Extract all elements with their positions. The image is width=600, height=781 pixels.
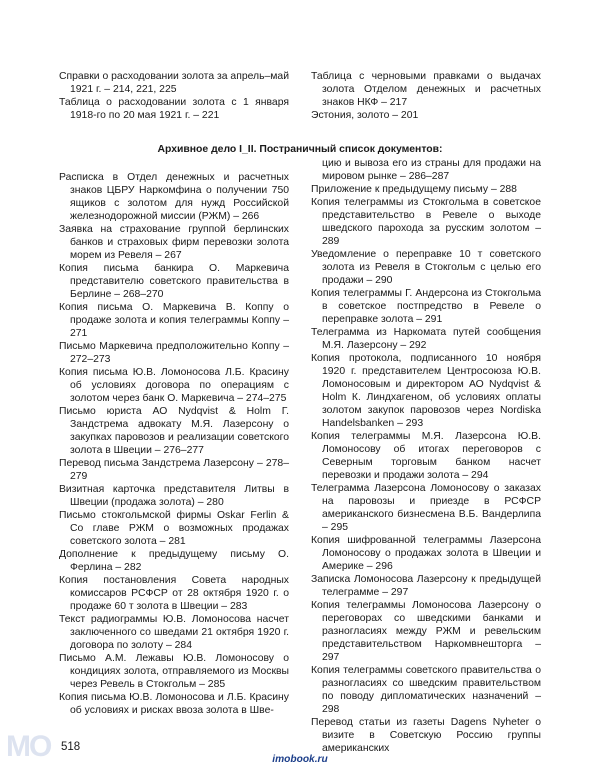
index-entry: Таблица о расходовании золота с 1 января 1918-го по 20 мая 1921 г. – 221 — [59, 97, 289, 121]
document-entry: Копия письма О. Маркевича В. Коппу о продаже золота и копия телеграммы Коппу – 271 — [59, 302, 289, 339]
document-entry: Копия протокола, подписанного 10 ноября 1920 г. представителем Центросоюза Ю.В. Ломоносовым и директором АО Nydqvist & Holm К. Линдхагеном, об условиях оплаты золотом закупок паровозов через Nordiska Handelsbanken – 293 — [311, 353, 541, 429]
document-entry: Письмо Маркевича предположительно Коппу – 272–273 — [59, 341, 289, 365]
document-entry: Письмо стокгольмской фирмы Oskar Ferlin & Co главе РЖМ о возможных продажах советского золота – 281 — [59, 510, 289, 547]
document-entry: Дополнение к предыдущему письму О. Ферлина – 282 — [59, 549, 289, 573]
document-entry: Копия телеграммы Г. Андерсона из Стокгольма в советское постпредство в Ревеле о переправке золота – 291 — [311, 288, 541, 325]
document-entry: Копия телеграммы Ломоносова Лазерсону о переговорах со шведскими банками и разногласиях между РЖМ и ревельским представительством Наркомвнешторга – 297 — [311, 600, 541, 663]
document-entry: Письмо А.М. Лежавы Ю.В. Ломоносову о кондициях золота, отправляемого из Москвы через Ревель в Стокгольм – 285 — [59, 653, 289, 690]
index-entry: Таблица с черновыми правками о выдачах золота Отделом денежных и расчетных знаков НКФ – 217 — [311, 71, 541, 108]
watermark-logo: MO — [6, 730, 51, 763]
document-entry: Копия письма банкира О. Маркевича представителю советского правительства в Берлине – 268–270 — [59, 263, 289, 300]
document-entry: Копия постановления Совета народных комиссаров РСФСР от 28 октября 1920 г. о продаже 60 т золота в Швеции – 283 — [59, 575, 289, 612]
top-right-index-column — [311, 70, 541, 122]
document-entry: Письмо юриста АО Nydqvist & Holm Г. Зандстрема адвокату М.Я. Лазерсону о закупках паровозов и реализации советского золота в Швеции – 276–277 — [59, 406, 289, 456]
section-heading: Архивное дело I_II. Постраничный список документов: — [157, 144, 443, 155]
top-left-index-column — [59, 70, 289, 122]
document-list-left-column — [59, 171, 289, 717]
index-entry: Эстония, золото – 201 — [311, 110, 419, 121]
document-entry: Записка Ломоносова Лазерсону к предыдущей телеграмме – 297 — [311, 574, 541, 598]
document-entry: Расписка в Отдел денежных и расчетных знаков ЦБРУ Наркомфина о получении 750 ящиков с золотом для нужд Российской железнодорожной миссии (РЖМ) – 266 — [59, 172, 289, 222]
document-entry: Приложение к предыдущему письму – 288 — [311, 184, 517, 195]
document-list-right-column — [311, 157, 541, 755]
document-entry: Копия телеграммы советского правительства о разногласиях со шведским правительством по поводу дипломатических назначений – 298 — [311, 665, 541, 715]
document-entry: Копия письма Ю.В. Ломоносова Л.Б. Красину об условиях договора по операциям с золотом через банк О. Маркевича – 274–275 — [59, 367, 289, 404]
index-entry: Справки о расходовании золота за апрель–май 1921 г. – 214, 221, 225 — [59, 71, 290, 95]
document-entry: Копия письма Ю.В. Ломоносова и Л.Б. Красину об условиях и рисках ввоза золота в Шве- — [59, 692, 289, 716]
document-entry: Текст радиограммы Ю.В. Ломоносова насчет заключенного со шведами 21 октября 1920 г. договора по золоту – 284 — [59, 614, 289, 651]
document-entry: Заявка на страхование группой берлинских банков и страховых фирм перевозки золота морем из Ревеля – 267 — [59, 224, 289, 261]
document-entry: Копия телеграммы из Стокгольма в советское представительство в Ревеле о выходе шведского парохода за русским золотом – 289 — [311, 197, 541, 247]
document-entry: Копия шифрованной телеграммы Лазерсона Ломоносову о продажах золота в Швеции и Америке – 296 — [311, 535, 541, 572]
document-entry: Перевод статьи из газеты Dagens Nyheter о визите в Советскую Россию группы американских — [311, 717, 541, 754]
document-entry: Визитная карточка представителя Литвы в Швеции (продажа золота) – 280 — [59, 484, 289, 508]
page-number: 518 — [61, 741, 81, 753]
document-entry-continuation: цию и вывоза его из страны для продажи на мировом рынке – 286–287 — [322, 158, 541, 182]
footer-source-link[interactable]: imobook.ru — [272, 754, 328, 765]
document-entry: Телеграмма Лазерсона Ломоносову о заказах на паровозы и приезде в РСФСР американского бизнесмена В.Б. Вандерлипа – 295 — [311, 483, 541, 533]
document-entry: Телеграмма из Наркомата путей сообщения М.Я. Лазерсону – 292 — [311, 327, 541, 351]
document-entry: Уведомление о переправке 10 т советского золота из Ревеля в Стокгольм с целью его продажи – 290 — [311, 249, 541, 286]
document-entry: Перевод письма Зандстрема Лазерсону – 278–279 — [59, 458, 289, 482]
document-entry: Копия телеграммы М.Я. Лазерсона Ю.В. Ломоносову об итогах переговоров с Северным торговым банком насчет перевозки и продажи золота – 294 — [311, 431, 541, 481]
